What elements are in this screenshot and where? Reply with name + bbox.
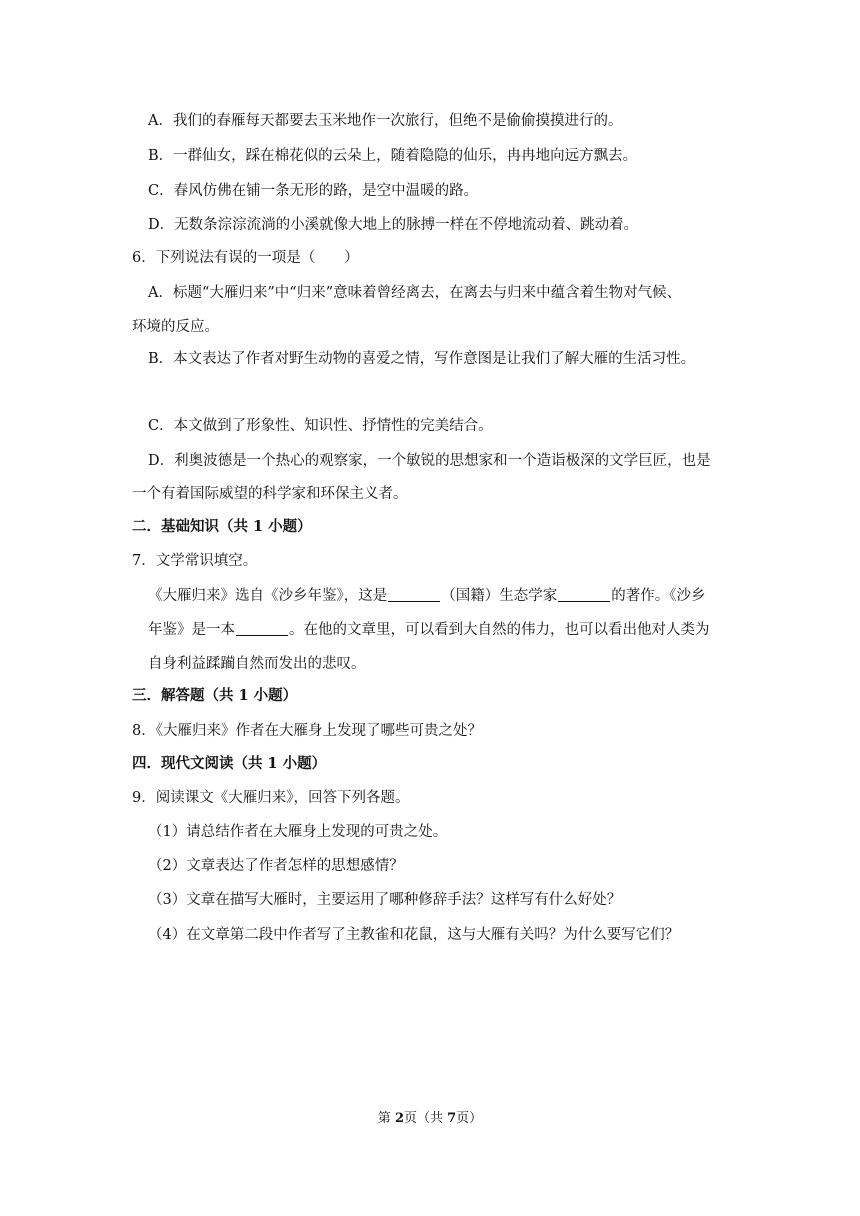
q7-blank-3 — [236, 621, 288, 636]
q6-option-d-line1: D．利奥波德是一个热心的观察家，一个敏锐的思想家和一个造诣极深的文学巨匠，也是 — [148, 453, 711, 469]
page-number: 2 — [394, 1111, 404, 1126]
q7-line2: 年鉴》是一本 。在他的文章里，可以看到大自然的伟力，也可以看出他对人类为 — [148, 622, 710, 638]
q7-blank-2 — [558, 587, 610, 602]
q7-line1: 《大雁归来》选自《沙乡年鉴》，这是 （国籍）生态学家 的著作。《沙乡 — [148, 588, 706, 604]
page-total: 7 — [447, 1111, 457, 1126]
q5-option-b: B．一群仙女，踩在棉花似的云朵上，随着隐隐的仙乐，冉冉地向远方飘去。 — [148, 148, 638, 164]
q9-stem: 9．阅读课文《大雁归来》，回答下列各题。 — [132, 790, 410, 806]
page-footer: 第 2页（共 7页） — [377, 1111, 483, 1126]
q6-option-d-line2: 一个有着国际威望的科学家和环保主义者。 — [132, 486, 408, 502]
section2-heading: 二．基础知识（共 1 小题） — [132, 518, 312, 535]
q8-stem: 8．《大雁归来》作者在大雁身上发现了哪些可贵之处？ — [132, 723, 482, 739]
q6-option-a-line2: 环境的反应。 — [132, 319, 219, 335]
q7-blank-1 — [388, 587, 440, 602]
q9-sub-3: （3）文章在描写大雁时，主要运用了哪种修辞手法？这样写有什么好处？ — [148, 892, 622, 908]
q9-sub-2: （2）文章表达了作者怎样的思想感情？ — [148, 858, 404, 874]
q9-sub-4: （4）在文章第二段中作者写了主教雀和花鼠，这与大雁有关吗？为什么要写它们？ — [148, 927, 680, 943]
q6-option-b: B．本文表达了作者对野生动物的喜爱之情，写作意图是让我们了解大雁的生活习性。 — [148, 351, 696, 367]
q7-stem: 7．文学常识填空。 — [132, 553, 258, 569]
q5-option-c: C．春风仿佛在铺一条无形的路，是空中温暖的路。 — [148, 183, 479, 199]
section4-heading: 四．现代文阅读（共 1 小题） — [132, 755, 327, 772]
q5-option-a: A．我们的春雁每天都要去玉米地作一次旅行，但绝不是偷偷摸摸进行的。 — [148, 113, 623, 129]
q7-line3: 自身利益蹂躏自然而发出的悲叹。 — [148, 656, 366, 672]
q6-option-c: C．本文做到了形象性、知识性、抒情性的完美结合。 — [148, 418, 493, 434]
q6-stem: 6．下列说法有误的一项是（ ） — [132, 250, 359, 266]
q5-option-d: D．无数条淙淙流淌的小溪就像大地上的脉搏一样在不停地流动着、跳动着。 — [148, 217, 639, 233]
q6-option-a-line1: A．标题“大雁归来”中“归来”意味着曾经离去，在离去与归来中蕴含着生物对气候、 — [148, 285, 682, 301]
q9-sub-1: （1）请总结作者在大雁身上发现的可贵之处。 — [148, 824, 448, 840]
section3-heading: 三．解答题（共 1 小题） — [132, 687, 298, 704]
